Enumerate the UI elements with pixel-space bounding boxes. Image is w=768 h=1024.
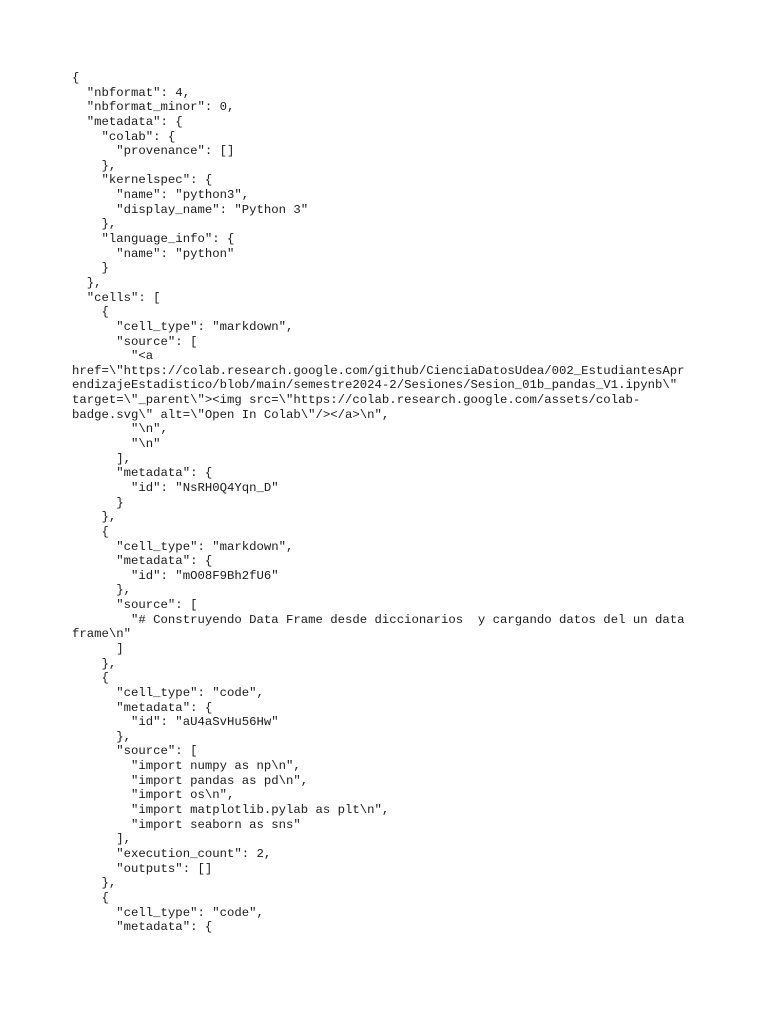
code-line: "kernelspec": {	[72, 173, 213, 188]
code-line: "language_info": {	[72, 232, 235, 247]
code-line: },	[72, 729, 132, 744]
code-line: {	[72, 305, 109, 320]
code-line: },	[72, 510, 117, 525]
code-line: target=\"_parent\"><img src=\"https://colab.research.google.com/assets/colab-	[72, 393, 641, 408]
code-line: "colab": {	[72, 129, 176, 144]
code-line: "\n"	[72, 437, 161, 452]
code-line: "import seaborn as sns"	[72, 817, 301, 832]
code-line: href=\"https://colab.research.google.com/github/CienciaDatosUdea/002_EstudiantesApr	[72, 363, 685, 378]
code-line: "source": [	[72, 334, 198, 349]
code-line: },	[72, 876, 117, 891]
code-line: },	[72, 158, 117, 173]
code-line: "cell_type": "markdown",	[72, 539, 294, 554]
code-line: "# Construyendo Data Frame desde diccionarios y cargando datos del un data	[72, 612, 685, 627]
code-line: "cell_type": "markdown",	[72, 319, 294, 334]
code-line: "metadata": {	[72, 554, 213, 569]
code-line: }	[72, 261, 109, 276]
code-line: "\n",	[72, 422, 168, 437]
code-line: "source": [	[72, 744, 198, 759]
code-line: "cells": [	[72, 290, 161, 305]
notebook-json-source	[72, 71, 712, 935]
code-line: "metadata": {	[72, 466, 213, 481]
code-line: "id": "mO08F9Bh2fU6"	[72, 568, 279, 583]
code-line: "import matplotlib.pylab as plt\n",	[72, 803, 390, 818]
code-line: "metadata": {	[72, 114, 183, 129]
code-line: "execution_count": 2,	[72, 846, 272, 861]
code-line: "id": "aU4aSvHu56Hw"	[72, 715, 279, 730]
code-line: "cell_type": "code",	[72, 685, 264, 700]
code-line: frame\n"	[72, 627, 132, 642]
code-line: "import os\n",	[72, 788, 235, 803]
code-line: "cell_type": "code",	[72, 905, 264, 920]
code-line: "name": "python3",	[72, 188, 250, 203]
code-line: "outputs": []	[72, 861, 213, 876]
code-line: "metadata": {	[72, 920, 213, 935]
code-line: ]	[72, 641, 124, 656]
code-line: },	[72, 275, 102, 290]
code-line: "import pandas as pd\n",	[72, 773, 309, 788]
code-line: "nbformat_minor": 0,	[72, 100, 235, 115]
code-line: },	[72, 656, 117, 671]
code-line: {	[72, 671, 109, 686]
code-line: ],	[72, 451, 132, 466]
code-line: "<a	[72, 349, 154, 364]
code-line: "metadata": {	[72, 700, 213, 715]
code-line: "provenance": []	[72, 144, 235, 159]
code-line: {	[72, 71, 80, 85]
code-line: "name": "python"	[72, 246, 235, 261]
code-line: },	[72, 583, 132, 598]
code-line: {	[72, 890, 109, 905]
code-line: }	[72, 495, 124, 510]
code-line: "id": "NsRH0Q4Yqn_D"	[72, 480, 279, 495]
code-line: "nbformat": 4,	[72, 85, 191, 100]
code-line: ],	[72, 832, 132, 847]
code-line: "source": [	[72, 598, 198, 613]
code-line: {	[72, 524, 109, 539]
code-line: badge.svg\" alt=\"Open In Colab\"/></a>\n",	[72, 407, 390, 422]
code-line: "import numpy as np\n",	[72, 759, 301, 774]
code-line: "display_name": "Python 3"	[72, 202, 309, 217]
code-line: },	[72, 217, 117, 232]
code-line: endizajeEstadistico/blob/main/semestre2024-2/Sesiones/Sesion_01b_pandas_V1.ipynb\"	[72, 378, 678, 393]
